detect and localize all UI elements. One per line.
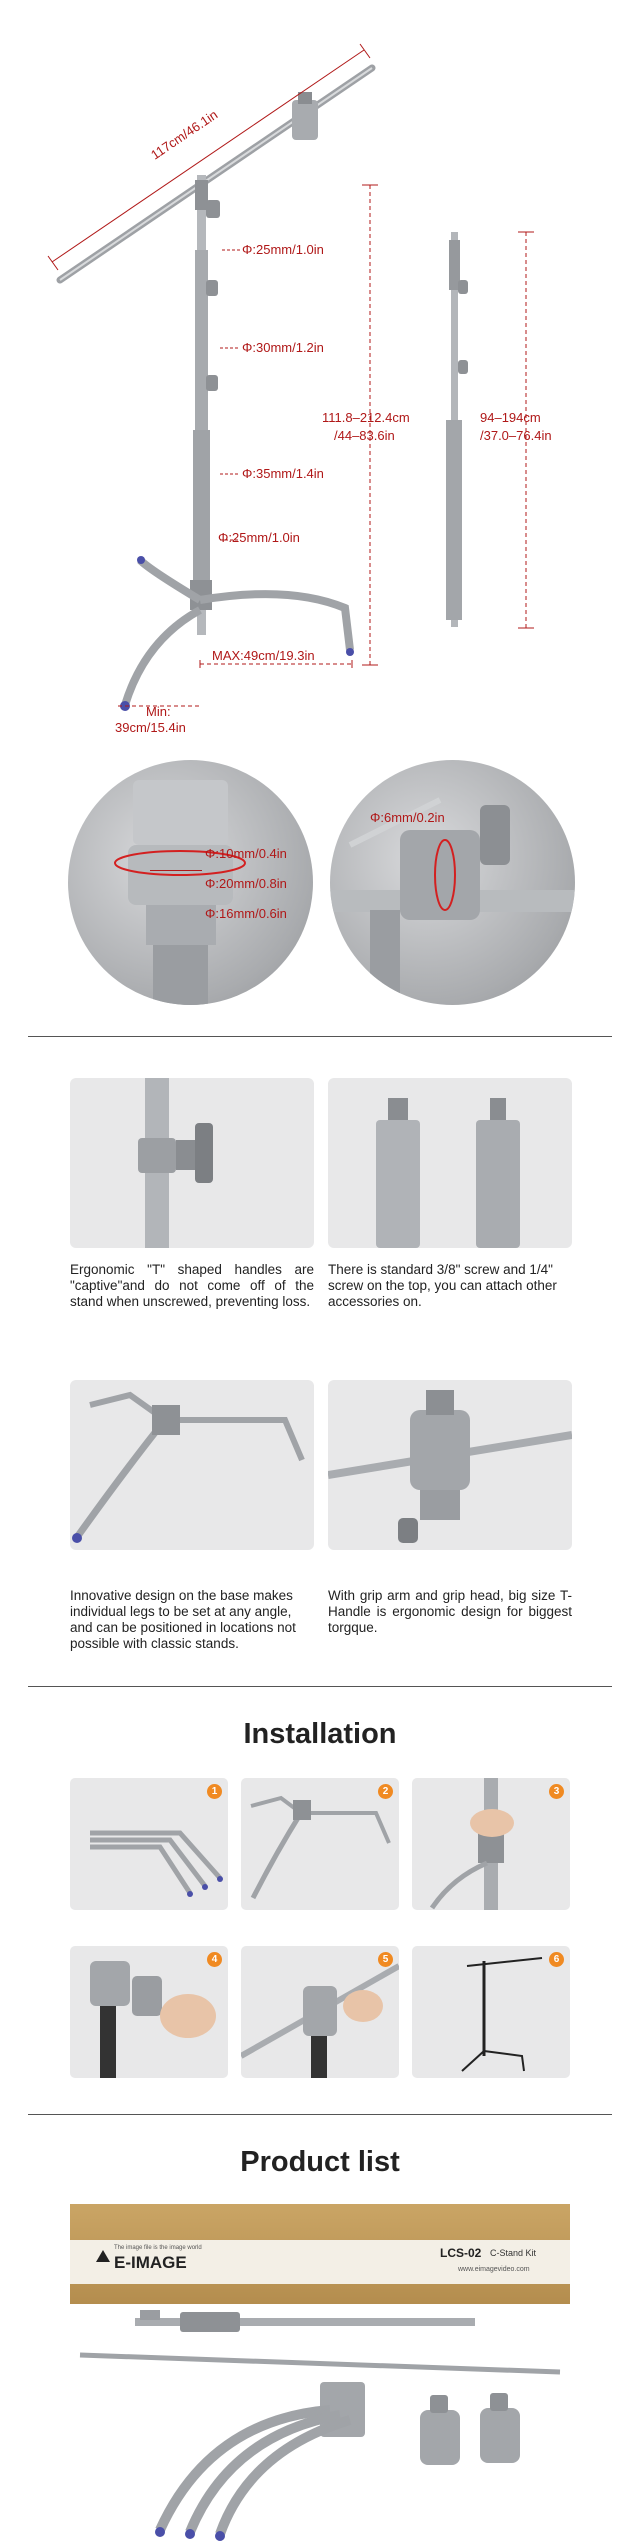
feature-caption-4: With grip arm and grip head, big size T-Handle is ergonomic design for biggest torgque. bbox=[328, 1588, 572, 1635]
t-handle-illustration bbox=[70, 1078, 314, 1248]
box-brand: E-IMAGE bbox=[114, 2253, 187, 2272]
feature-card-handle bbox=[70, 1078, 314, 1248]
max-base-label: MAX:49cm/19.3in bbox=[212, 648, 315, 663]
step-1-illustration bbox=[70, 1778, 228, 1910]
installation-title: Installation bbox=[243, 1718, 397, 1750]
product-box bbox=[70, 2204, 570, 2304]
diameter-label-1: Φ:25mm/1.0in bbox=[242, 242, 324, 257]
divider-3 bbox=[28, 2114, 612, 2115]
feature-card-grip bbox=[328, 1380, 572, 1550]
detail-left-guide bbox=[150, 870, 202, 871]
diameter-label-2: Φ:30mm/1.2in bbox=[242, 340, 324, 355]
divider-2 bbox=[28, 1686, 612, 1687]
detail-circle-right bbox=[330, 760, 575, 1005]
height-label-line1: 111.8–212.4cm bbox=[322, 410, 410, 425]
base-legs-illustration bbox=[70, 1380, 314, 1550]
height-label-line2: /44–83.6in bbox=[334, 428, 395, 443]
install-step-6 bbox=[412, 1946, 570, 2078]
divider-1 bbox=[28, 1036, 612, 1037]
install-step-5 bbox=[241, 1946, 399, 2078]
step-number-2: 2 bbox=[378, 1784, 393, 1799]
install-step-1 bbox=[70, 1778, 228, 1910]
feature-caption-1: Ergonomic "T" shaped handles are "captive"and do not come off of the stand when unscrewed, preventing loss. bbox=[70, 1262, 314, 1309]
product-list-title: Product list bbox=[240, 2146, 400, 2178]
diameter-label-4: Φ:25mm/1.0in bbox=[218, 530, 300, 545]
detail-20mm-label: Φ:20mm/0.8in bbox=[205, 876, 287, 891]
step-number-6: 6 bbox=[549, 1952, 564, 1967]
step-number-1: 1 bbox=[207, 1784, 222, 1799]
step-number-3: 3 bbox=[549, 1784, 564, 1799]
box-model-sub: C-Stand Kit bbox=[490, 2248, 537, 2258]
step-number-5: 5 bbox=[378, 1952, 393, 1967]
box-model: LCS-02 bbox=[440, 2246, 482, 2260]
step-3-illustration bbox=[412, 1778, 570, 1910]
step-6-illustration bbox=[412, 1946, 570, 2078]
min-base-label-line1: Min: bbox=[146, 704, 171, 719]
install-step-4 bbox=[70, 1946, 228, 2078]
grip-head-illustration bbox=[328, 1380, 572, 1550]
diameter-label-3: Φ:35mm/1.4in bbox=[242, 466, 324, 481]
c-stand-illustration bbox=[0, 0, 640, 740]
grip-head-detail-illustration bbox=[330, 760, 575, 1005]
step-number-4: 4 bbox=[207, 1952, 222, 1967]
feature-card-base bbox=[70, 1380, 314, 1550]
install-step-3 bbox=[412, 1778, 570, 1910]
step-2-illustration bbox=[241, 1778, 399, 1910]
detail-16mm-label: Φ:16mm/0.6in bbox=[205, 906, 287, 921]
box-slogan: The image file is the image world bbox=[114, 2245, 202, 2251]
detail-6mm-label: Φ:6mm/0.2in bbox=[370, 810, 445, 825]
boom-length-label: 117cm/46.1in bbox=[148, 106, 221, 163]
feature-card-screws bbox=[328, 1078, 572, 1248]
screws-illustration bbox=[328, 1078, 572, 1248]
feature-caption-3: Innovative design on the base makes individual legs to be set at any angle, and can be positioned in locations not possible with classic stands. bbox=[70, 1588, 296, 1651]
box-logo-icon bbox=[96, 2250, 110, 2262]
min-base-label-line2: 39cm/15.4in bbox=[115, 720, 186, 735]
step-4-illustration bbox=[70, 1946, 228, 2078]
feature-caption-2: There is standard 3/8" screw and 1/4" screw on the top, you can attach other accessories on. bbox=[328, 1262, 557, 1309]
product-parts-illustration bbox=[0, 2300, 640, 2542]
detail-10mm-label: Φ:10mm/0.4in bbox=[205, 846, 287, 861]
folded-label-line2: /37.0–76.4in bbox=[480, 428, 552, 443]
step-5-illustration bbox=[241, 1946, 399, 2078]
install-step-2 bbox=[241, 1778, 399, 1910]
dimension-diagram bbox=[0, 0, 640, 740]
folded-label-line1: 94–194cm bbox=[480, 410, 541, 425]
box-url: www.eimagevideo.com bbox=[458, 2266, 530, 2273]
